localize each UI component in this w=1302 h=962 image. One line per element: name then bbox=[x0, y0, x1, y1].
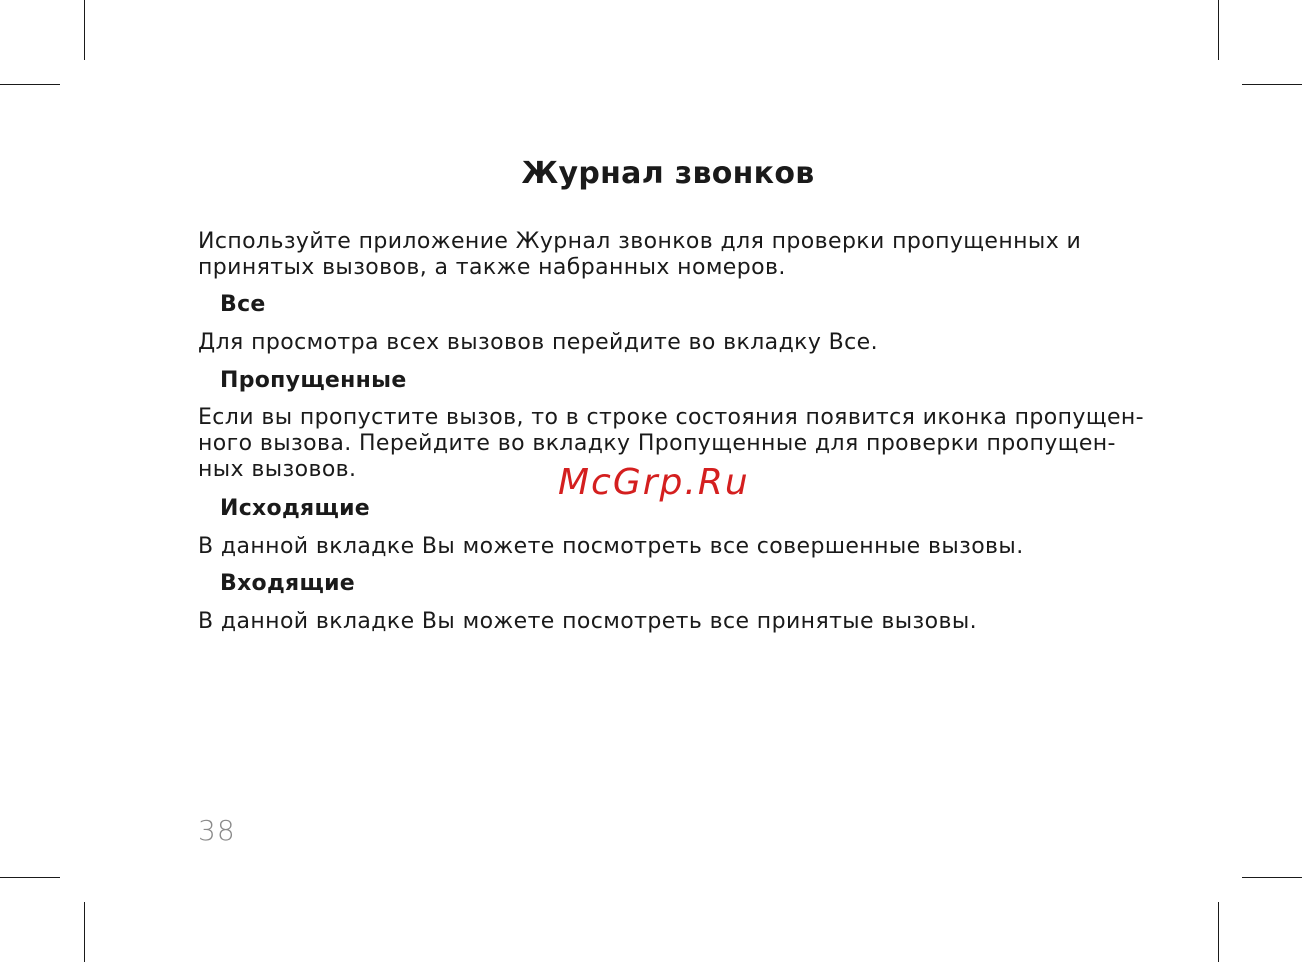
crop-mark bbox=[1242, 877, 1302, 878]
page-title: Журнал звонков bbox=[521, 156, 815, 191]
crop-mark bbox=[84, 902, 85, 962]
section-text: В данной вкладке Вы можете посмотреть все совершенные вызовы. bbox=[198, 534, 1024, 559]
section-text: ных вызовов. bbox=[198, 457, 357, 482]
crop-mark bbox=[1242, 84, 1302, 85]
section-heading-missed: Пропущенные bbox=[220, 368, 407, 393]
intro-line: принятых вызовов, а также набранных номеров. bbox=[198, 255, 786, 280]
watermark: McGrp.Ru bbox=[558, 462, 750, 503]
section-heading-all: Все bbox=[220, 292, 266, 317]
crop-mark bbox=[0, 84, 60, 85]
crop-mark bbox=[1218, 0, 1219, 60]
section-heading-outgoing: Исходящие bbox=[220, 496, 371, 521]
section-text: Для просмотра всех вызовов перейдите во вкладку Все. bbox=[198, 330, 878, 355]
section-text: ного вызова. Перейдите во вкладку Пропущенные для проверки пропущен- bbox=[198, 431, 1116, 456]
section-text: В данной вкладке Вы можете посмотреть все принятые вызовы. bbox=[198, 609, 978, 634]
section-text: Если вы пропустите вызов, то в строке состояния появится иконка пропущен- bbox=[198, 405, 1145, 430]
crop-mark bbox=[84, 0, 85, 60]
intro-line: Используйте приложение Журнал звонков для проверки пропущенных и bbox=[198, 229, 1082, 254]
section-heading-incoming: Входящие bbox=[220, 571, 356, 596]
page-number: 38 bbox=[198, 814, 236, 847]
crop-mark bbox=[1218, 902, 1219, 962]
crop-mark bbox=[0, 877, 60, 878]
